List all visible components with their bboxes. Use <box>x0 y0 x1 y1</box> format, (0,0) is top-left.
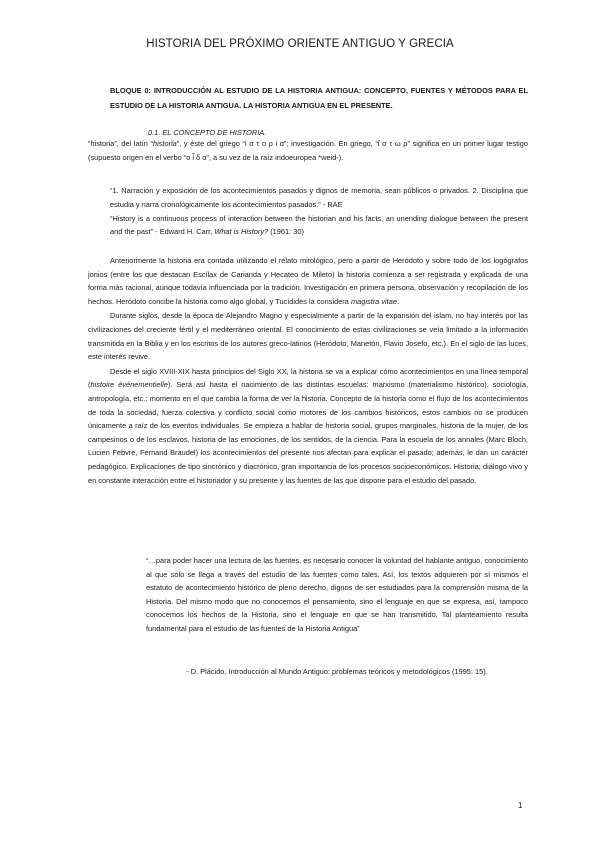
document-title: HISTORIA DEL PRÓXIMO ORIENTE ANTIGUO Y GRECIA <box>146 38 454 50</box>
carr-book-title: What is History? <box>214 227 269 237</box>
definition-text-start: “historia”, del latín “ <box>88 139 153 148</box>
paragraph-3-text-end: ). Será así hasta el nacimiento de las distintas escuelas: marxismo (materialismo histórico), sociología, antropología, etc.; momento en el que cambia la forma de ver la historia. Concepto de la historia como el flujo de los acontecimientos de toda la sociedad, fuerza colectiva y conflicto social como motores de los cambios históricos, estos cambios no se producen únicamente a raíz de los eventos individuales. Se empieza a hablar de historia social, grupos marginales, historia de la mujer, de los campesinos o de los esclavos, historia de las emociones, de los sentidos, de la ciencia. Para la escuela de los annales (Marc Bloch, Lucien Febvre, Fernand Braudel) los acontecimientos del presente nos afectan para explicar el pasado; además, le dan un carácter pedagógico. Explicaciones de tipo sincrónico y diacrónico, gran importancia de los procesos socioeconómicos. Historia; diálogo vivo y en constante interacción entre el historiador y su presente y las fuentes de las que dispone para el estudio del pasado. <box>88 380 529 485</box>
placido-quote: “…para poder hacer una lectura de las fuentes, es necesario conocer la voluntad del hablante antiguo, conocimiento al que sólo se llega a través del estudio de las fuentes como tales. Así, los textos adquieren por sí mismos el estatuto de acontecimiento histórico de pleno derecho, dignos de ser estudiados para la comprensión misma de la Historia. Del mismo modo que no conocemos el pensamiento, sino el lenguaje en que se expresa, así, tampoco conocemos los hechos de la Historia, sino el lenguaje en que se han transmitido. Tal planteamiento resulta fundamental para el estudio de las fuentes de la Historia Antigua” <box>146 556 528 633</box>
rae-quote: “1. Narración y exposición de los acontecimientos pasados y dignos de memoria, sean públicos o privados. 2. Disciplina que estudia y narra cronológicamente los acontecimientos pasados.” - RAE <box>110 186 528 209</box>
paragraph-2: Durante siglos, desde la época de Alejandro Magno y especialmente a partir de la expansión del islam, no hay interés por las civilizaciones del creciente fértil y el mediterráneo oriental. El conocimiento de estas civilizaciones se veía limitado a la información transmitida en la Biblia y en los escritos de los autores greco-latinos (Heródoto, Manetón, Flavio Josefo, etc.). En el siglo de las luces, este interés revive. <box>88 311 528 362</box>
histoire-evenementielle-term: histoire événementielle <box>90 380 168 390</box>
magistra-vitae-term: magistra vitae <box>350 296 397 306</box>
paragraph-1-text: Anteriormente la historia era contada utilizando el relato mitológico, pero a partir de Heródoto y sobre todo de los logógrafos jonios (entre los que destacan Escílax de Carianda y Hecateo de Mileto) la historia comienza a ser registrada y explicada de una forma más racional, aunque todavía influenciada por la tradición. Investigación en primera persona, observación y recopilación de los hechos. Heródoto concibe la historia como algo global, y Tucídides la considera <box>88 256 528 306</box>
carr-quote <box>110 212 528 240</box>
carr-citation: (1961: 30) <box>268 227 304 237</box>
paragraph-3 <box>88 365 528 487</box>
etymology-definition <box>88 137 528 164</box>
definition-quotes <box>110 184 528 239</box>
section-title: 0.1. EL CONCEPTO DE HISTORIA. <box>148 128 267 137</box>
paragraph-1 <box>88 254 528 308</box>
page-number: 1 <box>518 801 523 810</box>
placido-citation: - D. Plácido, Introducción al Mundo Antiguo: problemas teóricos y metodológicos (1995: 15). <box>186 667 488 676</box>
paragraph-3-text-start: Desde el siglo XVIII-XIX hasta principios del Siglo XX, la historia se va a explicar cómo acontecimientos en una línea temporal ( <box>88 366 528 390</box>
body-text <box>88 254 528 487</box>
definition-latin-term: historĭa <box>152 139 177 148</box>
carr-quote-text: “History is a continuous process of interaction between the historian and his facts, an unending dialogue between the present and the past” - Edward H. Carr, <box>110 213 528 237</box>
block-heading: BLOQUE 0: INTRODUCCIÓN AL ESTUDIO DE LA HISTORIA ANTIGUA: CONCEPTO, FUENTES Y MÉTODOS PARA EL ESTUDIO DE LA HISTORIA ANTIGUA. LA HISTORIA ANTIGUA EN EL PRESENTE. <box>110 86 528 110</box>
paragraph-1-end: . <box>396 296 400 306</box>
definition-text-end: ”, y éste del griego “ἱ σ τ ο ρ ί α”; investigación. En griego, “ἵ σ τ ω ρ” significa en un primer lugar testigo (supuesto origen en el verbo “ο ἶ δ α”, a su vez de la raíz indoeuropea *weid-). <box>88 139 528 162</box>
